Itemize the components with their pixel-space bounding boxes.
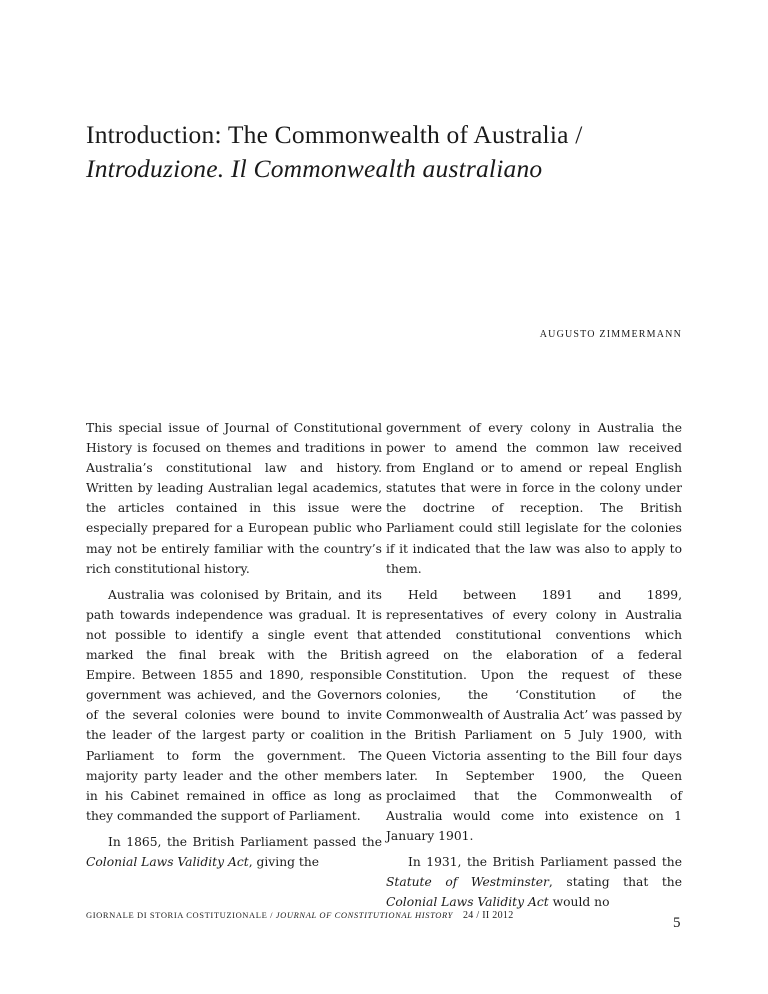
running-footer bbox=[86, 910, 514, 921]
emphasis-statute-title: Statute of Westminster bbox=[386, 875, 549, 890]
paragraph: Australia was colonised by Britain, and its path towards independence was gradual. It is not possible to identify a single event that marked the final break with the British Empire. Between 1855 and 1890, responsible government was achieved, and the Governors of the several colonies were bound to invite the leader of the largest party or coalition in Parliament to form the government. The majority party leader and the other members in his Cabinet remained in office as long as they commanded the support of Parliament. bbox=[86, 587, 382, 823]
title-english: Introduction: The Commonwealth of Australia / bbox=[86, 120, 583, 149]
text-run: In 1931, the British Parliament passed the bbox=[408, 854, 682, 869]
author-name: AUGUSTO ZIMMERMANN bbox=[539, 329, 682, 340]
journal-name-english: JOURNAL OF CONSTITUTIONAL HISTORY bbox=[275, 910, 453, 920]
text-run: would no bbox=[548, 895, 610, 910]
paragraph: government of every colony in Australia the power to amend the common law received from England or to amend or repeal English statutes that were in force in the colony under the doctrine of reception. The British Parliament could still legislate for the colonies if it indicated that the law was also to apply to them. bbox=[386, 421, 682, 576]
text-run: , giving the bbox=[248, 854, 320, 869]
text-run: In 1865, the British Parliament passed the bbox=[108, 834, 382, 849]
paragraph bbox=[386, 852, 682, 912]
text-column-right bbox=[386, 418, 682, 918]
paragraph: This special issue of Journal of Constitutional History is focused on themes and traditions in Australia’s constitutional law and history. Written by leading Australian legal academics, the articles contained in this issue were especially prepared for a European public who may not be entirely familiar with the country’s rich constitutional history. bbox=[86, 421, 382, 576]
paragraph: Held between 1891 and 1899, representatives of every colony in Australia attended constitutional conventions which agreed on the elaboration of a federal Constitution. Upon the request of these colonies, the ‘Constitution of the Commonwealth of Australia Act’ was passed by the British Parliament on 5 July 1900, with Queen Victoria assenting to the Bill four days later. In September 1900, the Queen proclaimed that the Commonwealth of Australia would come into existence on 1 January 1901. bbox=[386, 587, 682, 843]
title-italian: Introduzione. Il Commonwealth australiano bbox=[86, 154, 543, 183]
journal-name-italian: GIORNALE DI STORIA COSTITUZIONALE / bbox=[86, 910, 276, 920]
text-column-left bbox=[86, 418, 382, 878]
page-number: 5 bbox=[673, 915, 681, 931]
issue-number: 24 / II 2012 bbox=[462, 910, 514, 921]
article-title bbox=[86, 118, 726, 186]
emphasis-act-title: Colonial Laws Validity Act bbox=[386, 895, 549, 910]
text-run: , stating that the bbox=[548, 875, 682, 890]
paragraph bbox=[86, 832, 382, 872]
emphasis-act-title: Colonial Laws Validity Act bbox=[86, 854, 249, 869]
